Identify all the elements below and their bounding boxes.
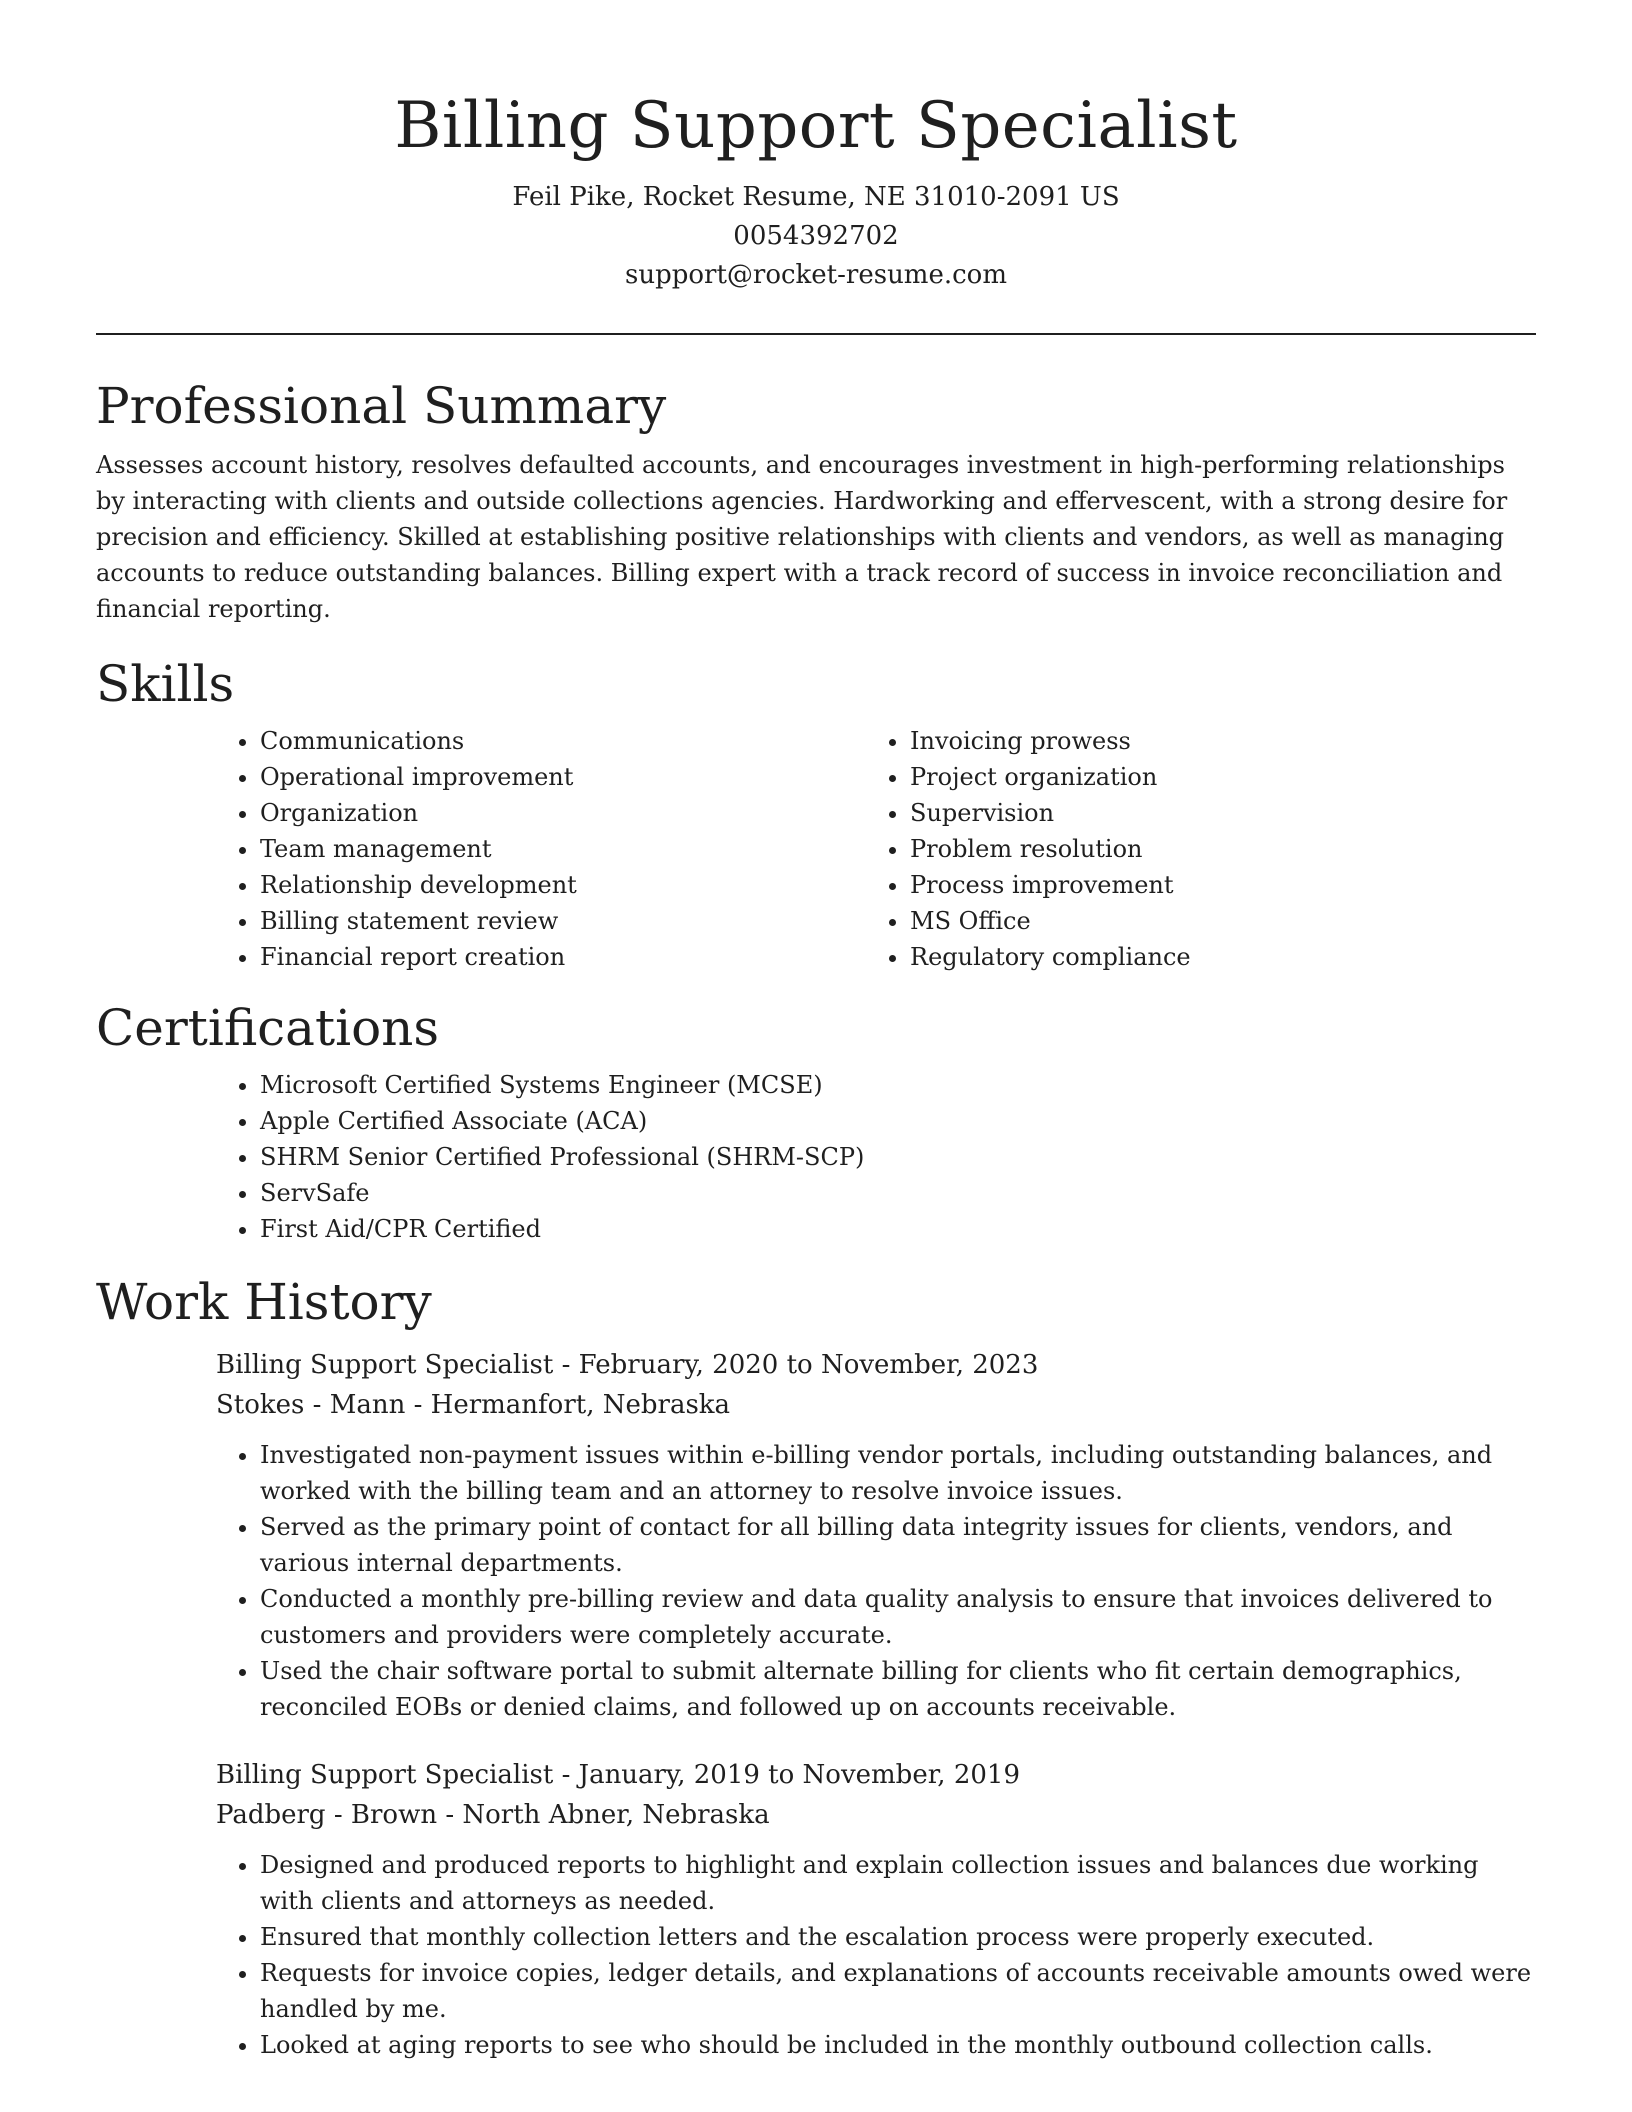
job-location: Hermanfort, Nebraska (430, 1390, 731, 1420)
job-location: North Abner, Nebraska (462, 1800, 770, 1830)
job-title: Billing Support Specialist (216, 1350, 554, 1380)
certifications-section (96, 997, 1536, 1247)
list-item: • ServSafe (260, 1175, 1536, 1211)
list-item: • Requests for invoice copies, ledger details, and explanations of accounts receivable amounts owed were handled by me. (260, 1955, 1536, 2027)
list-item: • Conducted a monthly pre-billing review and data quality analysis to ensure that invoices delivered to customers and providers were completely accurate. (260, 1581, 1536, 1653)
certifications-body (216, 1067, 1536, 1247)
list-item: • Problem resolution (910, 831, 1516, 867)
phone: 0054392702 (733, 221, 899, 251)
list-item: • Served as the primary point of contact for all billing data integrity issues for clients, vendors, and various internal departments. (260, 1509, 1536, 1581)
job-dates: February, 2020 to November, 2023 (578, 1350, 1039, 1380)
list-item: • Investigated non-payment issues within e-billing vendor portals, including outstanding balances, and worked with the billing team and an attorney to resolve invoice issues. (260, 1437, 1536, 1509)
list-item: • Apple Certified Associate (ACA) (260, 1103, 1536, 1139)
job-dates: January, 2019 to November, 2019 (578, 1760, 1020, 1790)
list-item: • Designed and produced reports to highlight and explain collection issues and balances due working with clients and attorneys as needed. (260, 1847, 1536, 1919)
address: Feil Pike, Rocket Resume, NE 31010-2091 US (512, 182, 1120, 212)
list-item: • Ensured that monthly collection letters and the escalation process were properly executed. (260, 1919, 1536, 1955)
list-item: • Organization (260, 795, 866, 831)
resume-page (96, 0, 1536, 2063)
skills-section (96, 653, 1536, 975)
list-item: • Team management (260, 831, 866, 867)
header-divider (96, 333, 1536, 335)
skills-title: Skills (96, 655, 235, 713)
candidate-name: Billing Support Specialist (394, 89, 1238, 163)
job-company: Padberg - Brown (216, 1800, 438, 1830)
list-item: • MS Office (910, 903, 1516, 939)
list-item: • Regulatory compliance (910, 939, 1516, 975)
job-entry (216, 1755, 1536, 2063)
list-item: • Microsoft Certified Systems Engineer (MCSE) (260, 1067, 1536, 1103)
summary-text: Assesses account history, resolves defaulted accounts, and encourages investment in high-performing relationships by interacting with clients and outside collections agencies. Hardworking and effervescent, with a strong desire for precision and efficiency. Skilled at establishing positive relationships with clients and vendors, as well as managing accounts to reduce outstanding balances. Billing expert with a track record of success in invoice reconciliation and financial reporting. (96, 451, 1508, 623)
list-item: • Operational improvement (260, 759, 866, 795)
job-bullets (216, 1847, 1536, 2063)
job-company: Stokes - Mann (216, 1390, 406, 1420)
list-item: • First Aid/CPR Certified (260, 1211, 1536, 1247)
list-item: • Used the chair software portal to submit alternate billing for clients who fit certain demographics, reconciled EOBs or denied claims, and followed up on accounts receivable. (260, 1653, 1536, 1725)
list-item: • SHRM Senior Certified Professional (SHRM-SCP) (260, 1139, 1536, 1175)
skills-column-left (216, 723, 866, 975)
skills-list-left (216, 723, 866, 975)
skills-column-right (866, 723, 1516, 975)
contact-info (96, 178, 1536, 295)
summary-section (96, 375, 1536, 627)
summary-title: Professional Summary (96, 377, 667, 435)
job-title-line: Billing Support Specialist - January, 2019 to November, 2019 (216, 1760, 1020, 1790)
list-item: • Relationship development (260, 867, 866, 903)
list-item: • Billing statement review (260, 903, 866, 939)
job-title: Billing Support Specialist (216, 1760, 554, 1790)
skills-columns (216, 723, 1536, 975)
job-title-line: Billing Support Specialist - February, 2020 to November, 2023 (216, 1350, 1039, 1380)
list-item: • Process improvement (910, 867, 1516, 903)
resume-header (96, 0, 1536, 295)
certifications-list (216, 1067, 1536, 1247)
work-history-section (96, 1271, 1536, 2063)
job-entry (216, 1345, 1536, 1725)
list-item: • Looked at aging reports to see who should be included in the monthly outbound collection calls. (260, 2027, 1536, 2063)
job-employer-line: Padberg - Brown - North Abner, Nebraska (216, 1800, 770, 1830)
job-bullets (216, 1437, 1536, 1725)
list-item: • Supervision (910, 795, 1516, 831)
skills-list-right (866, 723, 1516, 975)
work-history-title: Work History (96, 1273, 432, 1331)
list-item: • Communications (260, 723, 866, 759)
list-item: • Invoicing prowess (910, 723, 1516, 759)
certifications-title: Certifications (96, 999, 440, 1057)
job-employer-line: Stokes - Mann - Hermanfort, Nebraska (216, 1390, 731, 1420)
list-item: • Financial report creation (260, 939, 866, 975)
email: support@rocket-resume.com (624, 260, 1007, 290)
list-item: • Project organization (910, 759, 1516, 795)
